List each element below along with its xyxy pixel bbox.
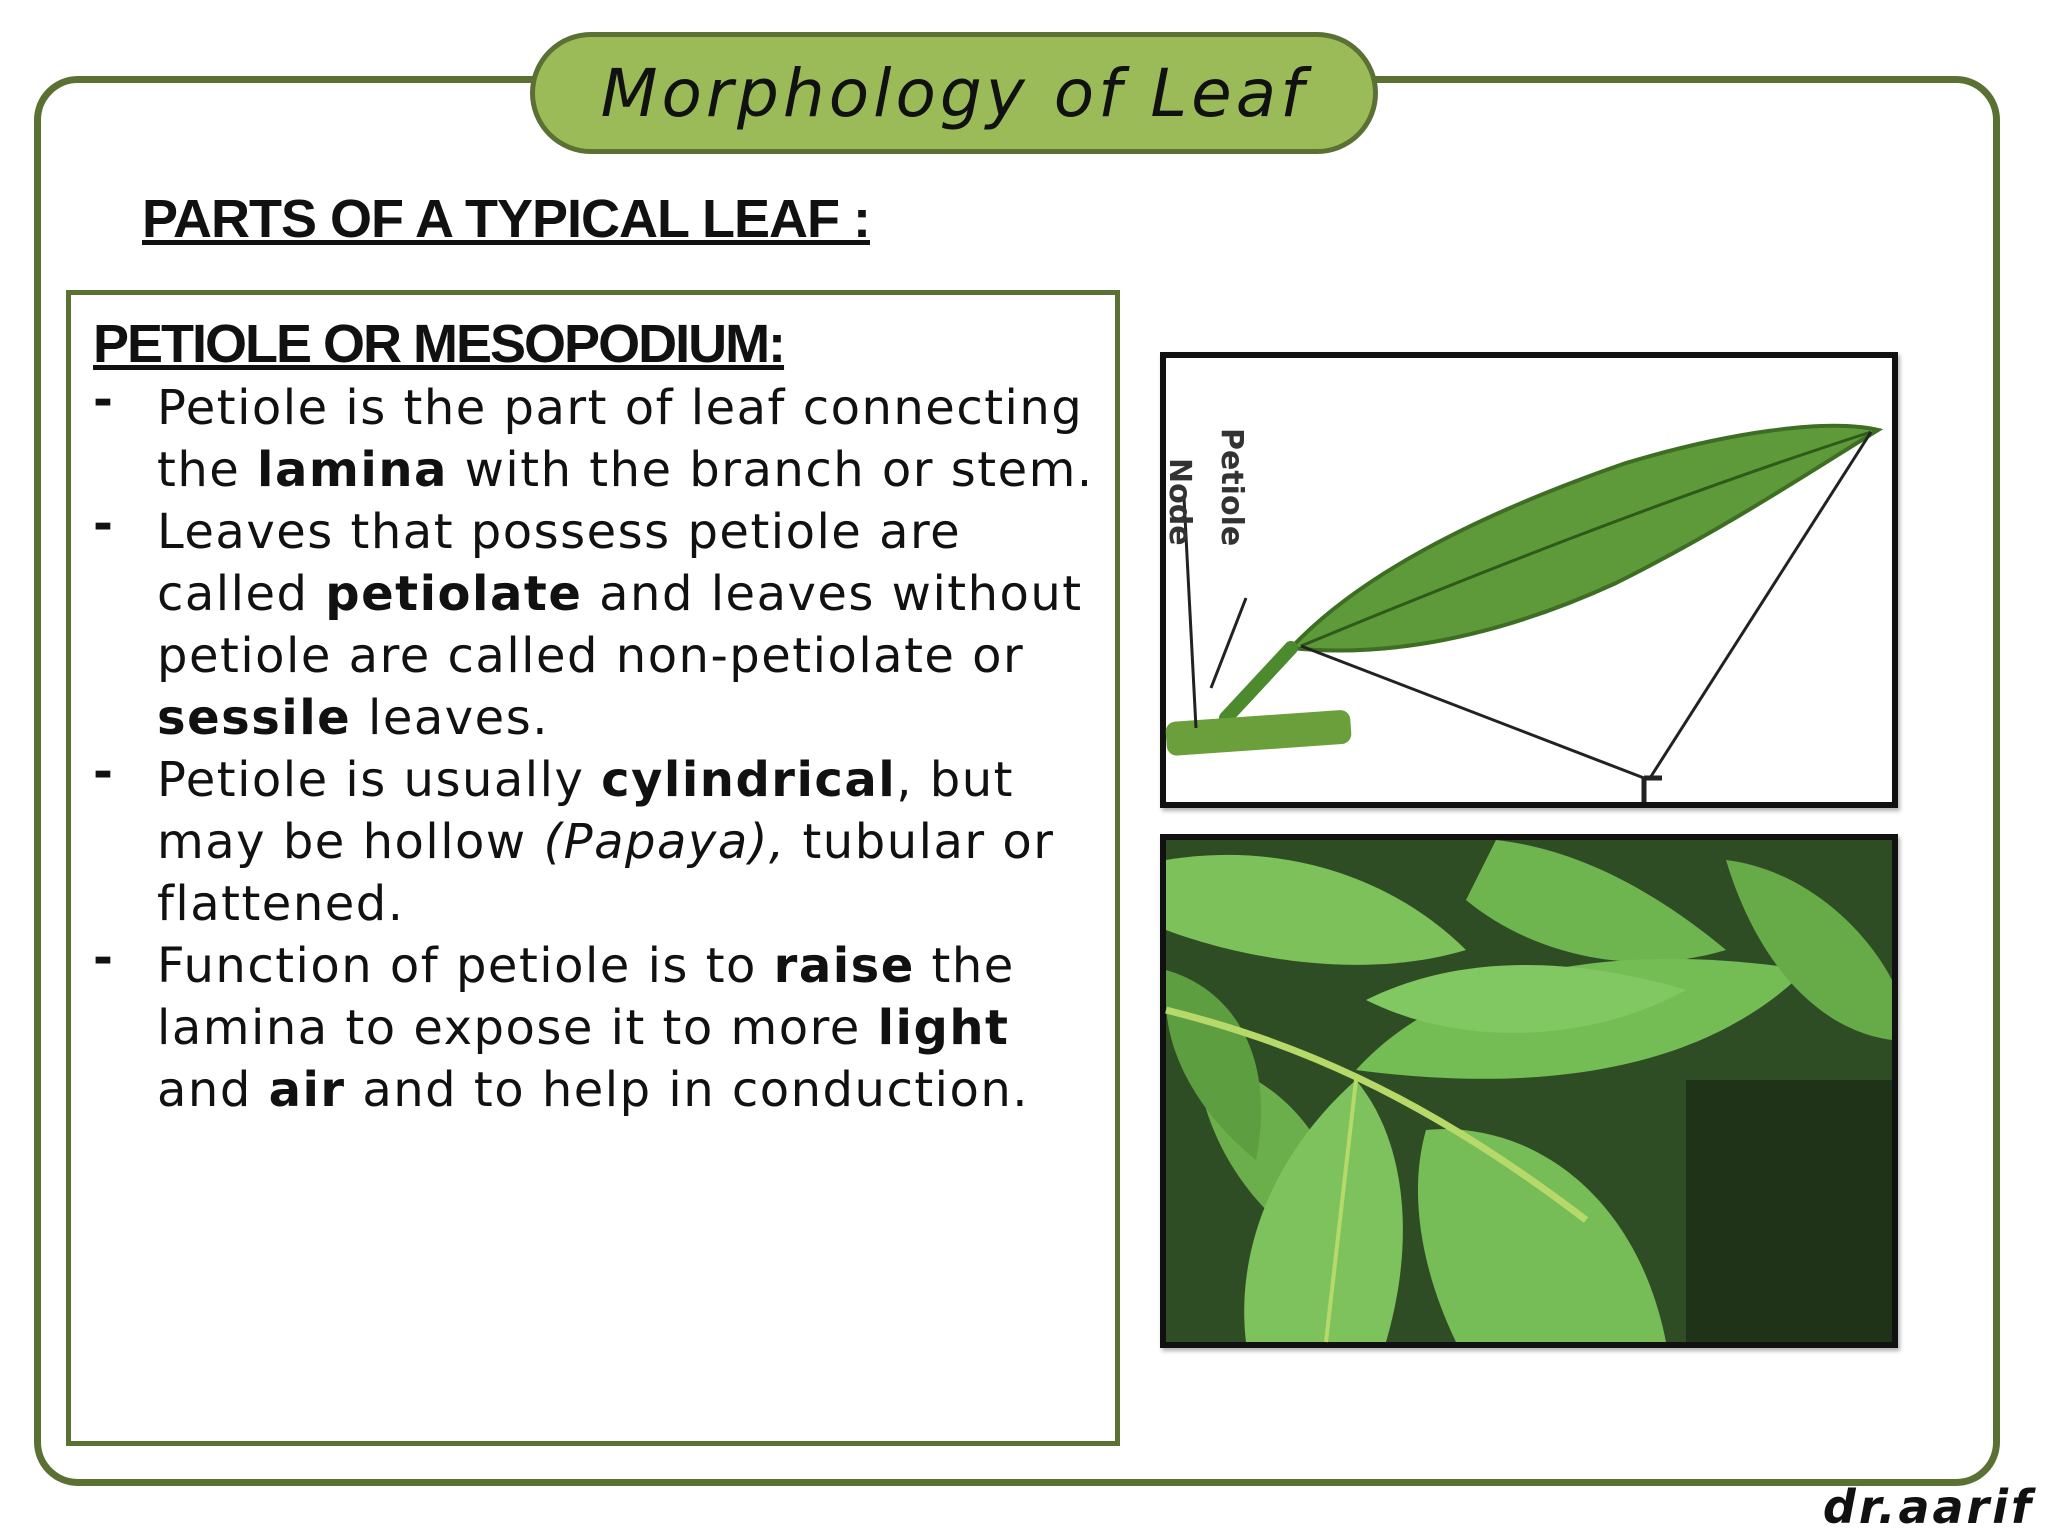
text-panel (66, 290, 1120, 1446)
bullet-text: Leaves that possess petiole are called (157, 504, 962, 622)
bold-term: petiolate (325, 566, 583, 622)
bold-term: cylindrical (601, 752, 897, 808)
bullet-text: Petiole is usually (157, 752, 602, 808)
leaf-diagram-image (1160, 352, 1898, 808)
leaf-diagram (1162, 358, 1892, 802)
leaf-photo-image (1160, 834, 1898, 1348)
bullet-text: Function of petiole is to (157, 938, 774, 994)
bullet-item (91, 749, 1101, 935)
bold-term: sessile (157, 690, 352, 746)
italic-term: (Papaya), (543, 814, 786, 870)
bold-term: air (268, 1062, 346, 1118)
bold-term: light (877, 1000, 1010, 1056)
bullet-item (91, 935, 1101, 1121)
author-credit: dr.aarif (1822, 1480, 2034, 1534)
leaf-photo (1166, 840, 1892, 1342)
bullet-text: leaves. (351, 690, 549, 746)
petiole-label: Petiole (1214, 428, 1249, 547)
bold-term: raise (773, 938, 915, 994)
bullet-item (91, 377, 1101, 501)
bullet-text: Petiole is the part of leaf connecting (157, 380, 1084, 436)
section-heading: PETIOLE OR MESOPODIUM: (93, 314, 785, 374)
bullet-text: the lamina to expose it to more (157, 938, 1015, 1056)
bullet-text: and leaves without petiole are called non-petiolate or (157, 566, 1083, 684)
bullet-text: and (157, 1062, 269, 1118)
slide-subtitle: PARTS OF A TYPICAL LEAF : (142, 189, 870, 249)
bullet-list (91, 377, 1101, 1121)
node-label: Node (1162, 458, 1197, 546)
bullet-text: the (157, 442, 258, 498)
bold-term: lamina (257, 442, 448, 498)
bullet-text: tubular or flattened. (157, 814, 1055, 932)
slide-title: Morphology of Leaf (600, 54, 1308, 132)
bullet-text: , but may be hollow (157, 752, 1014, 870)
bullet-item (91, 501, 1101, 749)
title-banner (530, 32, 1378, 154)
bullet-text: with the branch or stem. (447, 442, 1094, 498)
bullet-text: and to help in conduction. (345, 1062, 1030, 1118)
